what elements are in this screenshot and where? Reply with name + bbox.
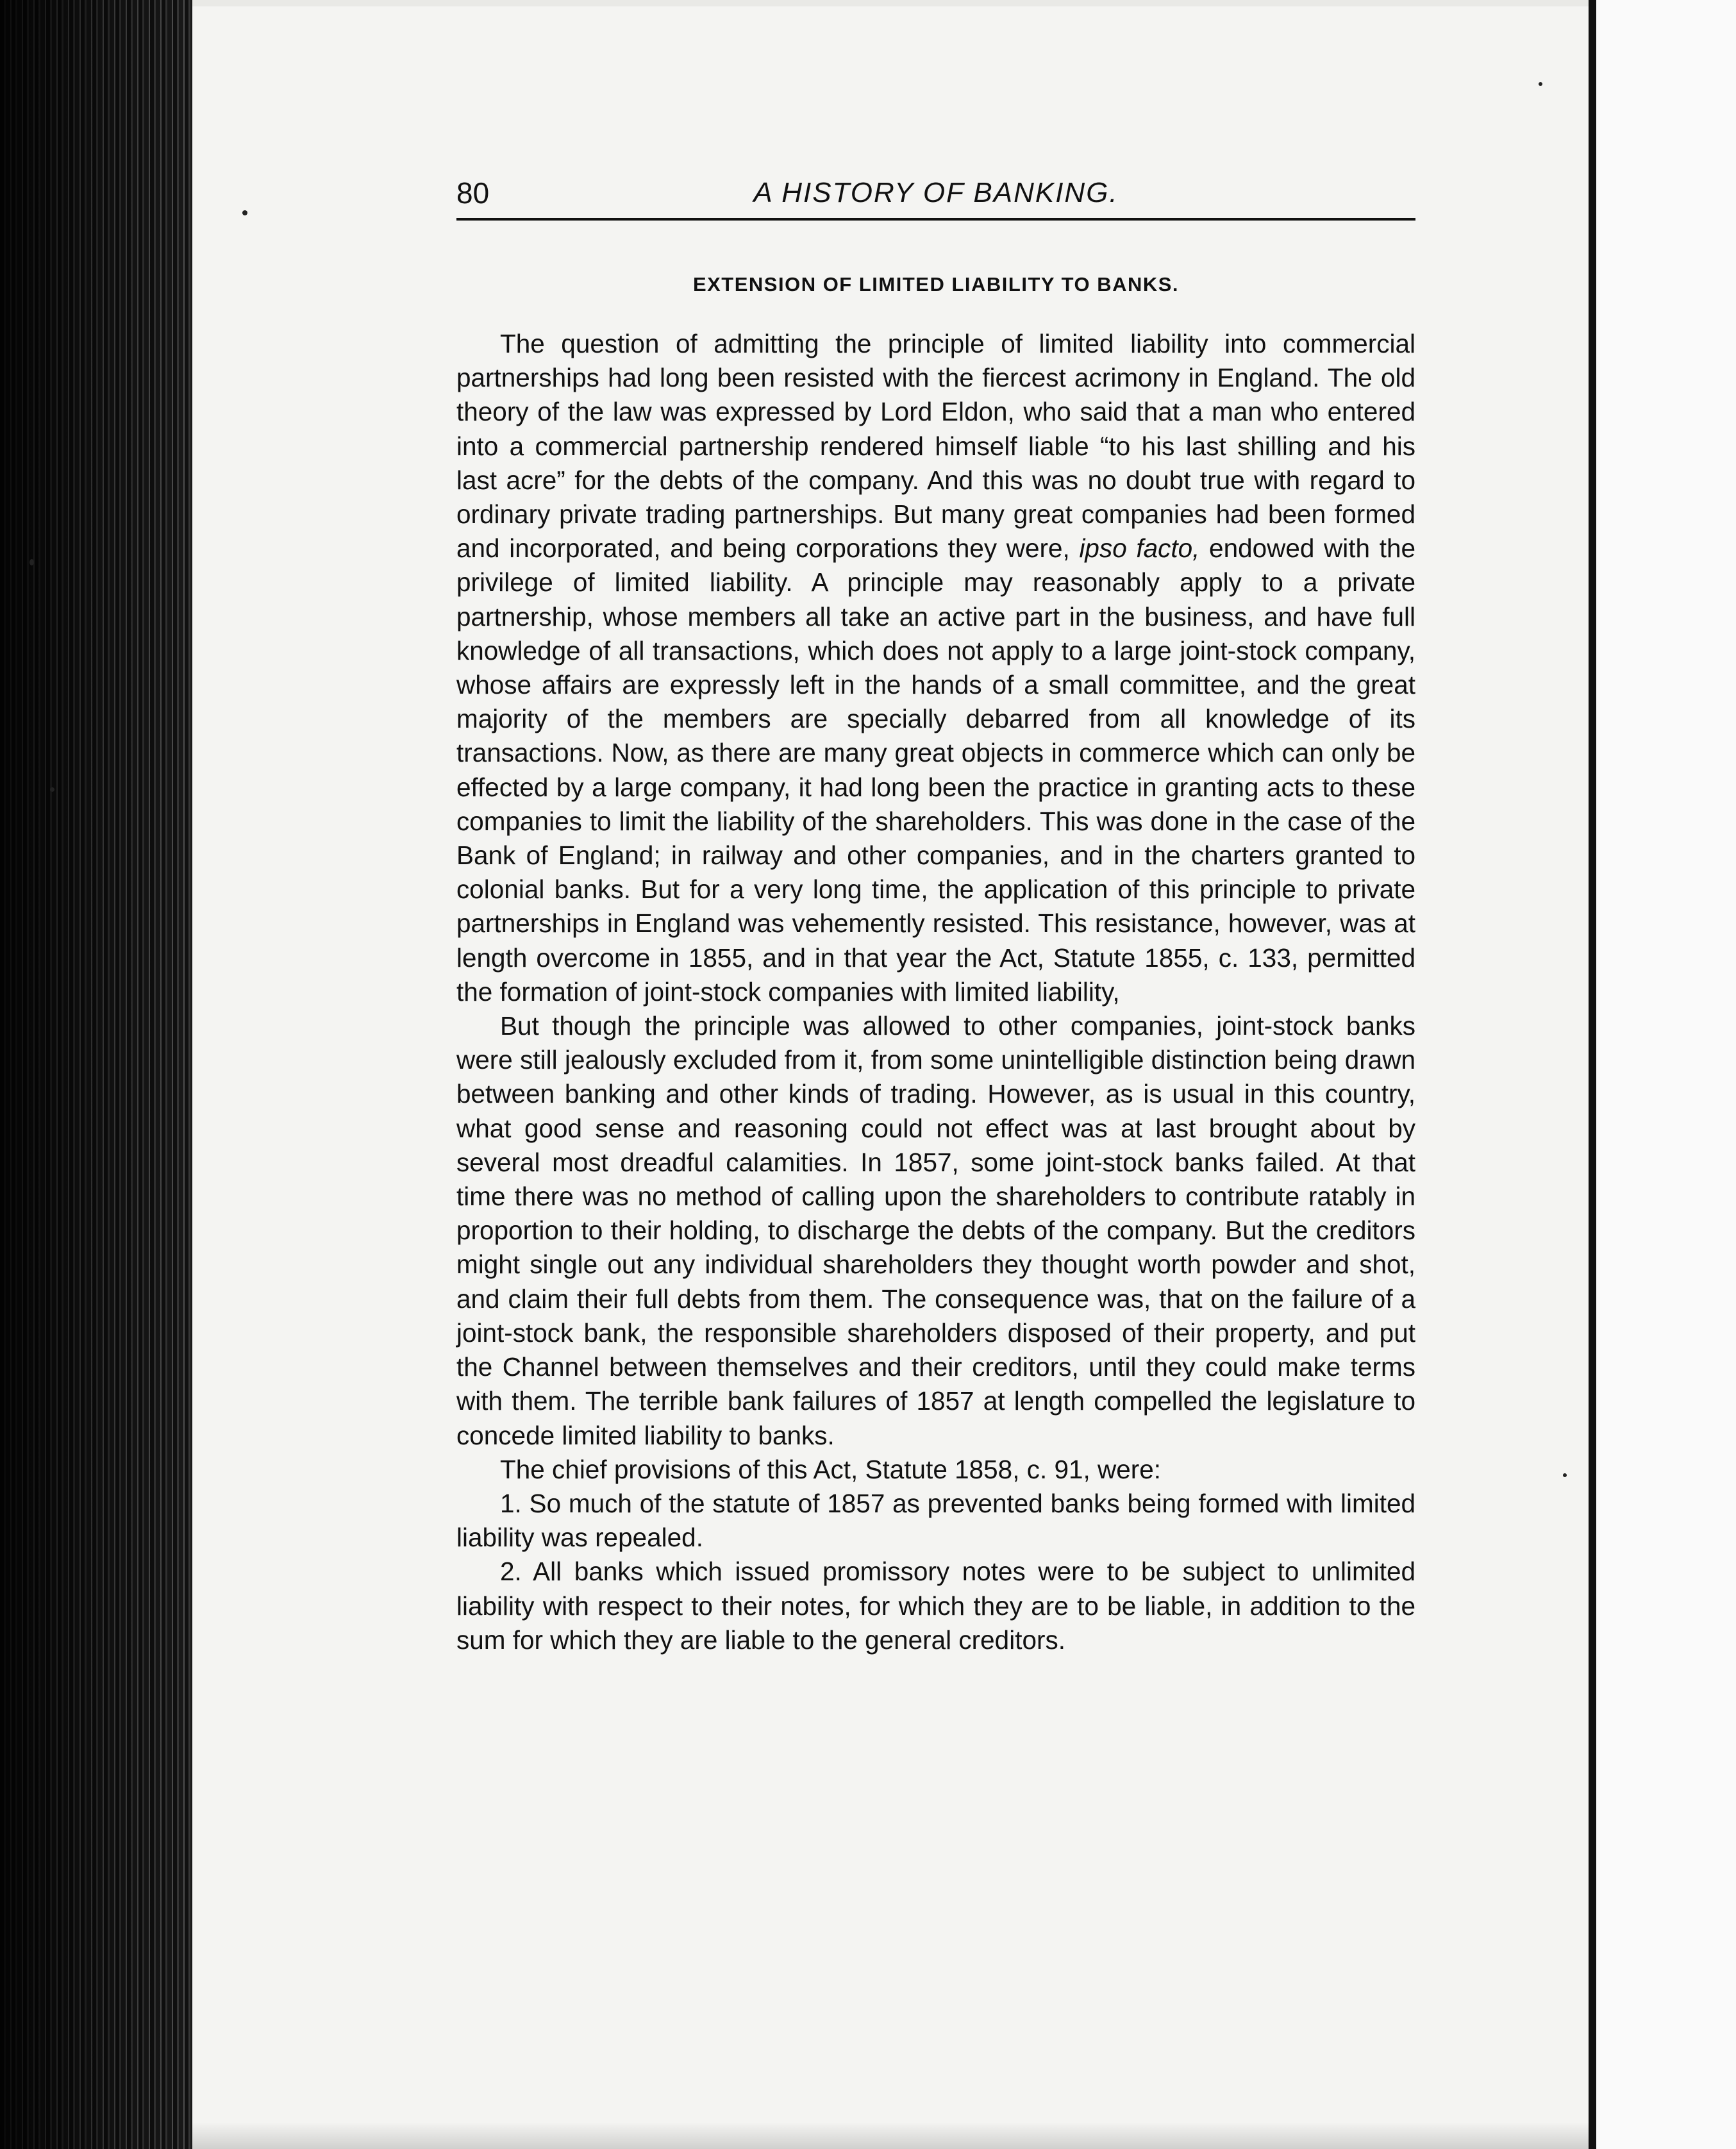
- page-text-block: [456, 173, 1415, 1657]
- right-page-seam: [1589, 0, 1596, 2149]
- adjacent-page-edge: [1596, 0, 1736, 2149]
- scan-speck: [29, 559, 34, 565]
- scan-speck: [242, 210, 247, 215]
- page-number: 80: [456, 176, 490, 210]
- paragraph-1-text-a: The question of admitting the principle of limited liability into commercial partnerships had long been resisted with the fiercest acrimony in England. The old theory of the law was expressed by Lord Eldon, who said that a man who entered into a commercial partnership rendered himself liable “to his last shilling and his last acre” for the debts of the company. And this was no doubt true with regard to ordinary private trading partnerships. But many great companies had been formed and incorporated, and being corporations they were,: [456, 329, 1415, 564]
- running-title: A HISTORY OF BANKING.: [753, 177, 1119, 208]
- paragraph-3: The chief provisions of this Act, Statute 1858, c. 91, were:: [500, 1454, 1162, 1484]
- paragraph-1-text-b: endowed with the privilege of limited liability. A principle may reasonably apply to a private partnership, whose members all take an active part in the business, and have full knowledge of all transactions, which does not apply to a large joint-stock company, whose affairs are expressly left in the hands of a small committee, and the great majority of the members are specially debarred from all knowledge of its transactions. Now, as there are many great objects in commerce which can only be effected by a large company, it had long been the practice in granting acts to these companies to limit the liability of the shareholders. This was done in the case of the Bank of England; in railway and other companies, and in the charters granted to colonial banks. But for a very long time, the application of this principle to private partnerships in England was vehemently resisted. This resistance, however, was at length overcome in 1855, and in that year the Act, Statute 1855, c. 133, permitted the formation of joint-stock companies with limited liability,: [456, 533, 1415, 1007]
- running-head: [456, 173, 1415, 221]
- scan-speck: [50, 787, 54, 792]
- paragraph-2: But though the principle was allowed to other companies, joint-stock banks were still jealously excluded from it, from some unintelligible distinction being drawn between banking and other kinds of trading. However, as is usual in this country, what good sense and reasoning could not effect was at last brought about by several most dreadful calamities. In 1857, some joint-stock banks failed. At that time there was no method of calling upon the shareholders to contribute ratably in proportion to their holding, to discharge the debts of the company. But the creditors might single out any individual shareholders they thought worth powder and shot, and claim their full debts from them. The consequence was, that on the failure of a joint-stock bank, the responsible shareholders disposed of their property, and put the Channel between themselves and their creditors, until they could make terms with them. The terrible bank failures of 1857 at length compelled the legislature to concede limited liability to banks.: [456, 1011, 1415, 1450]
- spine-shadow: [0, 0, 192, 2149]
- list-item-2: 2. All banks which issued promissory notes were to be subject to unlimited liability with respect to their notes, for which they are to be liable, in addition to the sum for which they are liable to the general creditors.: [456, 1557, 1415, 1655]
- bottom-shadow: [192, 2122, 1590, 2149]
- section-heading: EXTENSION OF LIMITED LIABILITY TO BANKS.: [692, 273, 1180, 296]
- scan-speck: [1539, 82, 1542, 86]
- scan-speck: [1563, 1473, 1567, 1477]
- paragraph-1: [456, 327, 1415, 1009]
- page-top-edge: [192, 0, 1590, 6]
- list-item-1: 1. So much of the statute of 1857 as prevented banks being formed with limited liability was repealed.: [456, 1488, 1415, 1553]
- paragraph-1-italic: ipso facto,: [1079, 533, 1200, 564]
